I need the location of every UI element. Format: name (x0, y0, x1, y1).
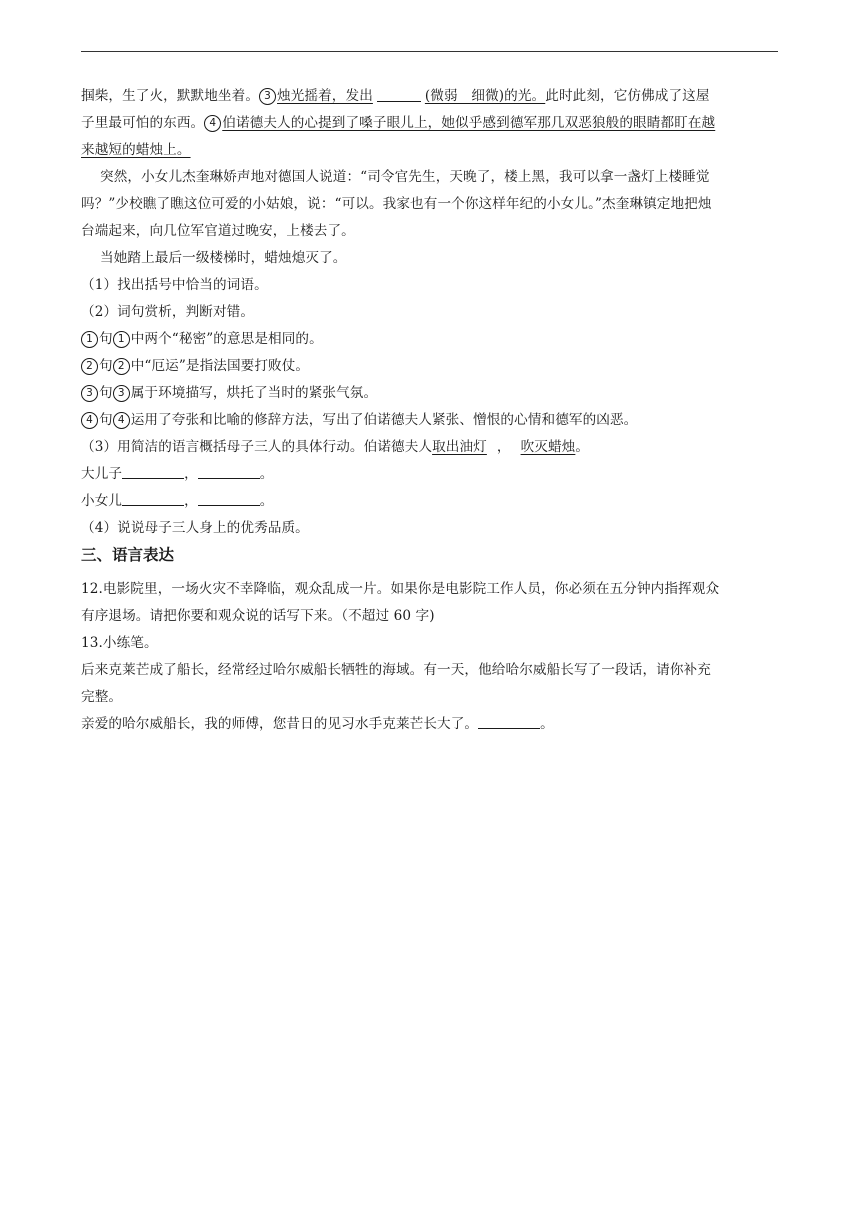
item-text: 句 (99, 358, 113, 374)
question-2-item-3 (81, 383, 377, 403)
passage-text: 掴柴，生了火，默默地坐着。 (81, 88, 260, 104)
passage-text: 子里最可怕的东西。 (81, 115, 205, 131)
question-text: （3）用简洁的语言概括母子三人的具体行动。伯诺德夫人 (81, 439, 433, 455)
son-label: 大儿子 (81, 466, 123, 482)
passage-line: 当她踏上最后一级楼梯时，蜡烛熄灭了。 (100, 250, 347, 266)
daughter-answer-line (81, 491, 274, 511)
question-3 (81, 437, 589, 457)
item-text: 属于环境描写，烘托了当时的紧张气氛。 (130, 385, 378, 401)
fill-blank[interactable] (377, 87, 421, 102)
sentence-ref-4: 4 (113, 412, 130, 429)
question-12-line: 12.电影院里，一场火灾不幸降临，观众乱成一片。如果你是电影院工作人员，你必须在五分钟内指挥观众 (81, 581, 720, 597)
daughter-label: 小女儿 (81, 493, 123, 509)
son-answer-line (81, 464, 274, 484)
mother-action-2: 吹灭蜡烛 (520, 439, 576, 455)
punct: ， (184, 493, 198, 509)
sentence-ref-3: 3 (113, 385, 130, 402)
item-text: 句 (99, 331, 113, 347)
question-2-item-2 (81, 356, 309, 376)
passage-line: 突然，小女儿杰奎琳娇声地对德国人说道：“司令官先生，天晚了，楼上黑，我可以拿一盏灯上楼睡觉 (100, 169, 710, 185)
passage-line (81, 86, 710, 106)
mother-action-1: 取出油灯 (432, 439, 487, 455)
sentence-4-underlined: 来越短的蜡烛上。 (81, 142, 191, 158)
item-number-3: 3 (81, 385, 98, 402)
question-13-title: 13.小练笔。 (81, 635, 158, 651)
punct: ， (496, 439, 511, 455)
question-1: （1）找出括号中恰当的词语。 (81, 277, 268, 293)
sentence-3-underlined: 烛光摇着，发出 (277, 88, 373, 104)
question-2-item-4 (81, 410, 637, 430)
daughter-blank-1[interactable] (122, 492, 184, 506)
item-number-4: 4 (81, 412, 98, 429)
sentence-ref-1: 1 (113, 331, 130, 348)
punct: ， (184, 466, 198, 482)
question-2-item-1 (81, 329, 323, 349)
sentence-ref-2: 2 (113, 358, 130, 375)
question-13-line (81, 714, 554, 734)
question-12-line: 有序退场。请把你要和观众说的话写下来。（不超过 60 字) (81, 608, 435, 624)
passage-line: 吗？”少校瞧了瞧这位可爱的小姑娘，说：“可以。我家也有一个你这样年纪的小女儿。”杰奎琳镇定地把烛 (81, 196, 712, 212)
question-2: （2）词句赏析，判断对错。 (81, 304, 255, 320)
question-13-line: 后来克莱芒成了船长，经常经过哈尔威船长牺牲的海域。有一天，他给哈尔威船长写了一段话，请你补充 (81, 662, 711, 678)
sentence-number-4: 4 (204, 115, 221, 132)
punct: 。 (575, 439, 590, 455)
sentence-number-3: 3 (259, 88, 276, 105)
son-blank-2[interactable] (198, 465, 260, 479)
passage-line (81, 113, 715, 133)
daughter-blank-2[interactable] (198, 492, 260, 506)
header-rule (81, 51, 778, 52)
passage-text: 此时此刻，它仿佛成了这屋 (545, 88, 710, 104)
letter-blank[interactable] (478, 715, 540, 729)
punct: 。 (540, 716, 554, 732)
item-number-2: 2 (81, 358, 98, 375)
item-text: 句 (99, 412, 113, 428)
word-options: (微弱 细微)的光。 (424, 88, 546, 104)
item-text: 句 (99, 385, 113, 401)
item-text: 运用了夸张和比喻的修辞方法，写出了伯诺德夫人紧张、憎恨的心情和德军的凶恶。 (130, 412, 638, 428)
punct: 。 (259, 493, 274, 509)
passage-line: 台端起来，向几位军官道过晚安，上楼去了。 (81, 223, 355, 239)
question-text: 亲爱的哈尔威船长，我的师傅，您昔日的见习水手克莱芒长大了。 (81, 716, 479, 732)
punct: 。 (259, 466, 274, 482)
question-13-line: 完整。 (81, 689, 123, 705)
sentence-4-underlined: 伯诺德夫人的心提到了嗓子眼儿上，她似乎感到德军那几双恶狼般的眼睛都盯在越 (222, 115, 716, 131)
section-heading: 三、语言表达 (81, 546, 175, 564)
question-4: （4）说说母子三人身上的优秀品质。 (81, 520, 309, 536)
item-number-1: 1 (81, 331, 98, 348)
item-text: 中“厄运”是指法国要打败仗。 (130, 358, 310, 374)
son-blank-1[interactable] (122, 465, 184, 479)
passage-line (81, 140, 191, 160)
item-text: 中两个“秘密”的意思是相同的。 (130, 331, 323, 347)
